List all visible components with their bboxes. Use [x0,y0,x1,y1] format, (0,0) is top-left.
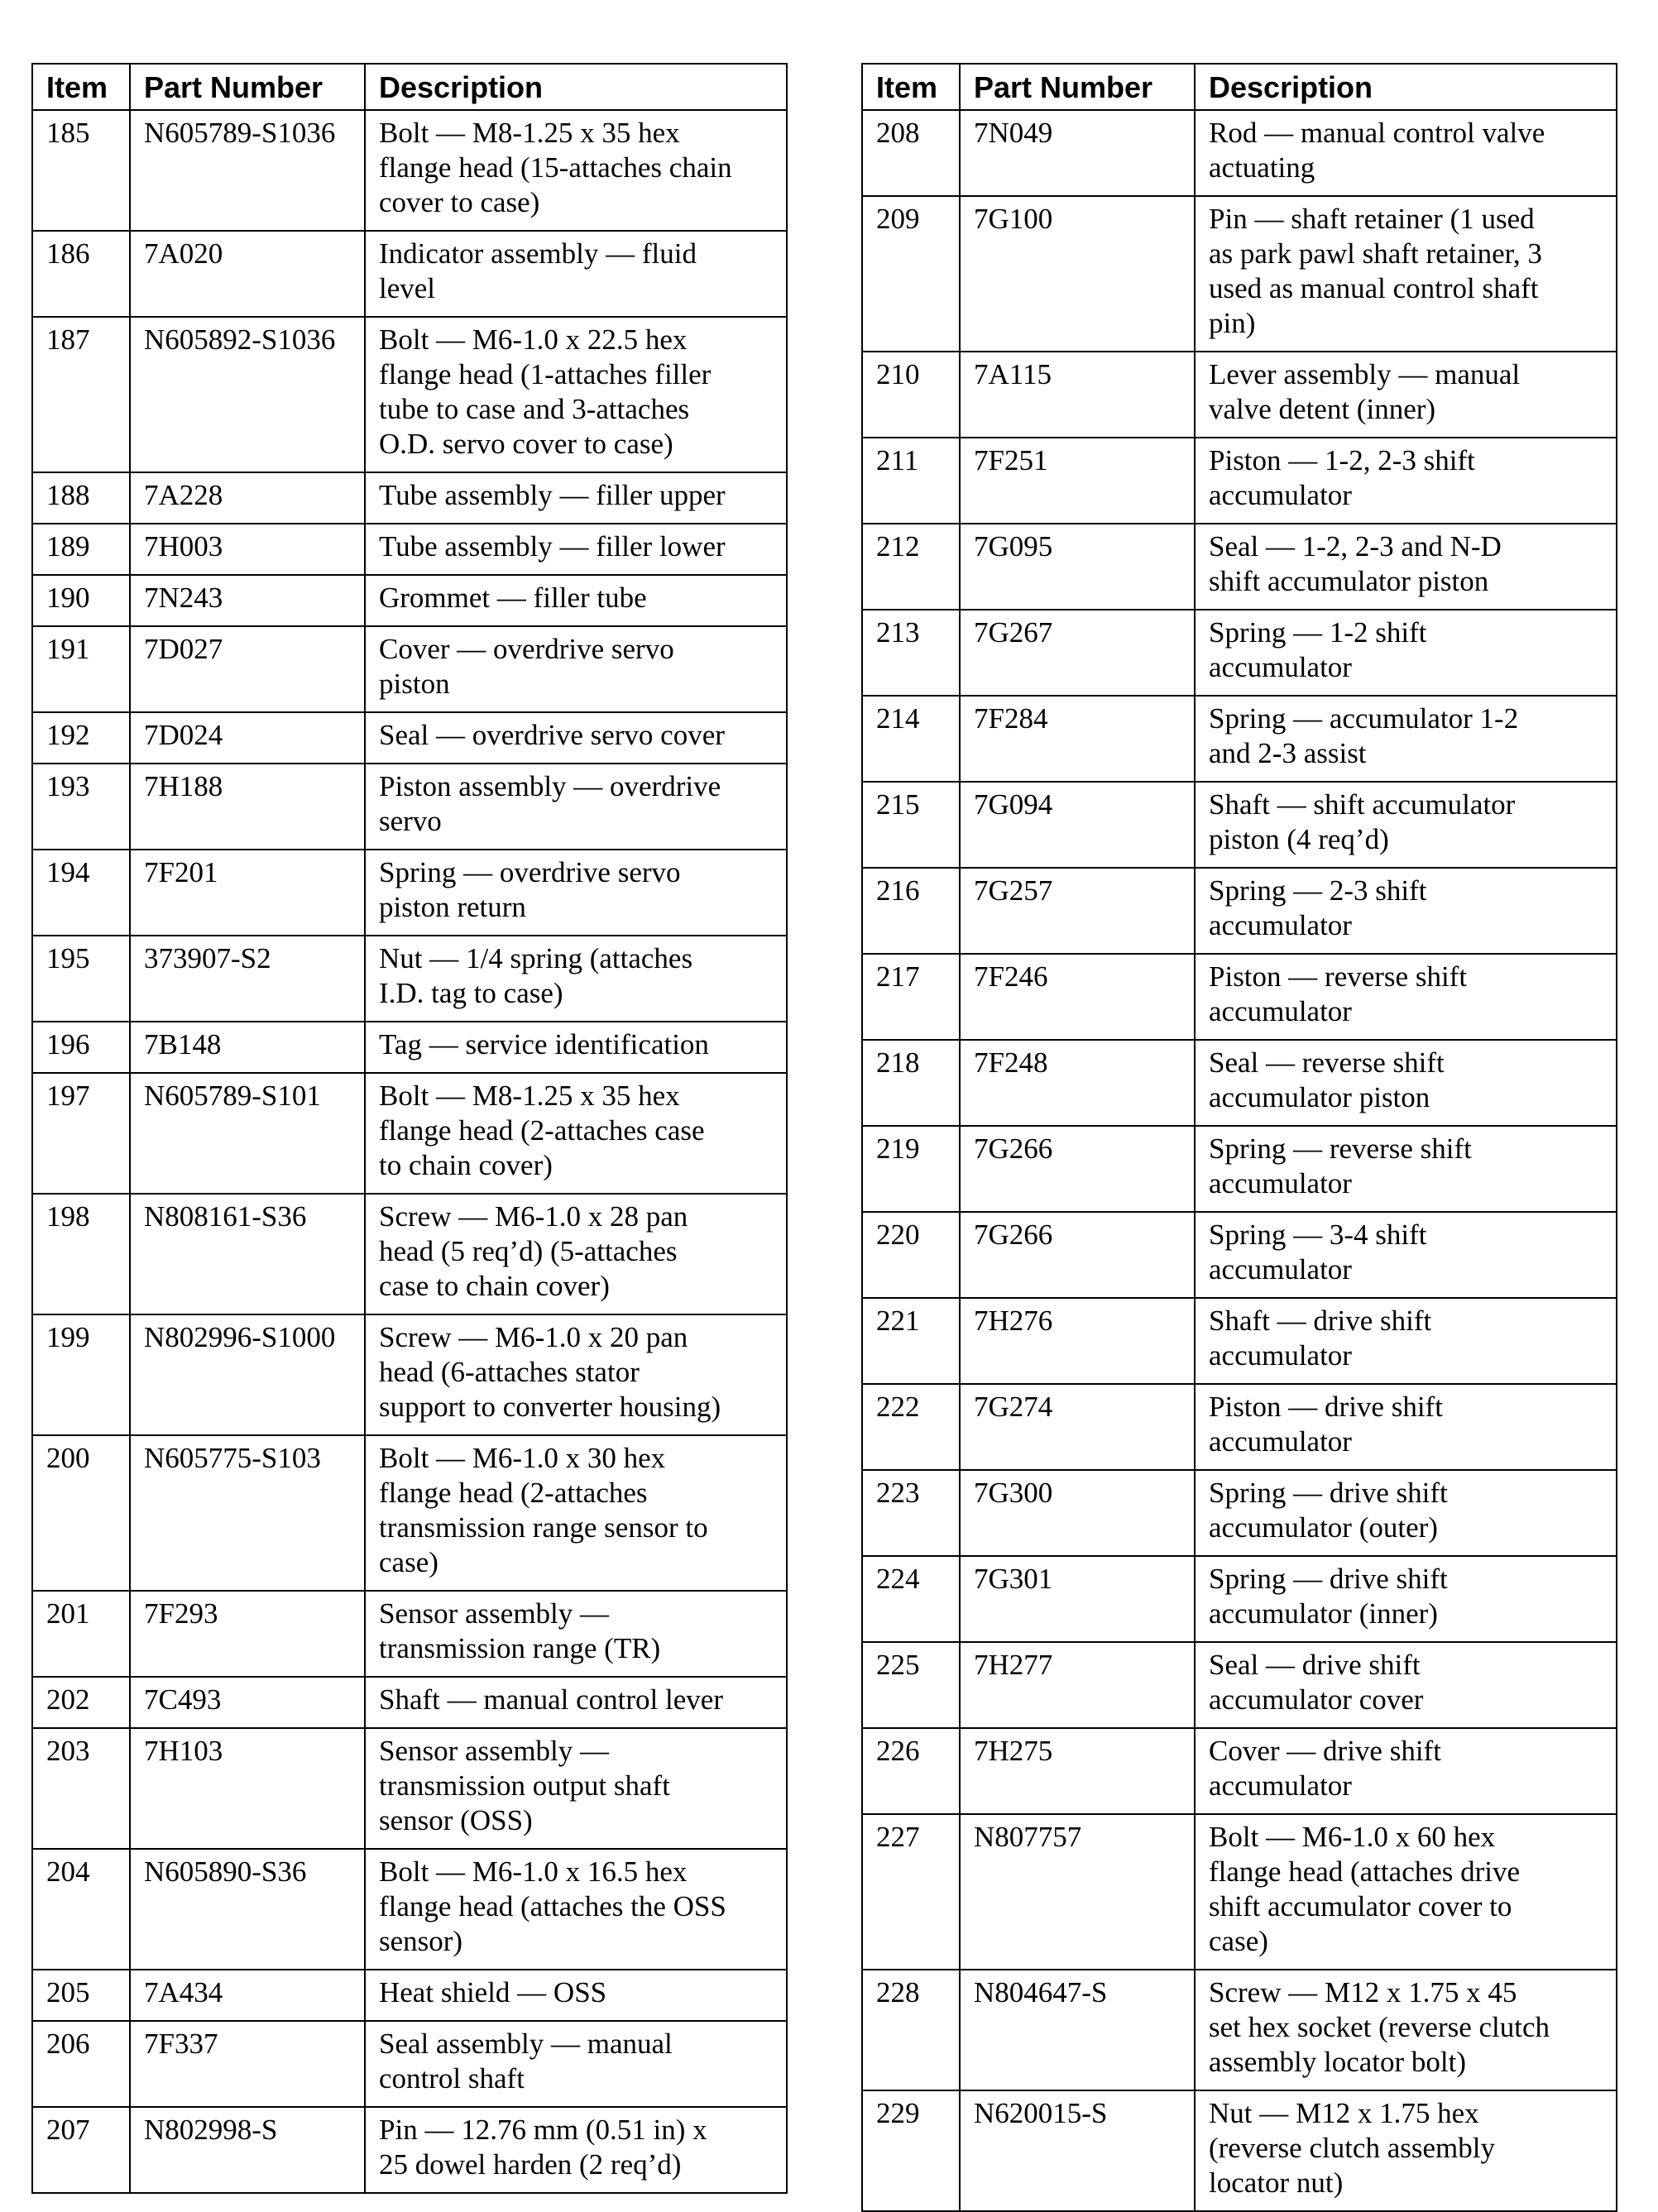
part-number-cell: N605892-S1036 [130,317,365,472]
table-row [32,524,787,575]
description-cell: Shaft — shift accumulator piston (4 req’d) [1195,782,1617,868]
table-row [32,1435,787,1591]
table-row [32,1728,787,1849]
table-row [32,1194,787,1314]
table-row [862,868,1617,954]
description-cell: Grommet — filler tube [365,575,787,626]
table-row [862,352,1617,438]
table-row [862,1212,1617,1298]
part-number-cell: 7A020 [130,231,365,317]
part-number-cell: 7F293 [130,1591,365,1677]
item-number-cell: 187 [32,317,130,472]
description-cell: Bolt — M8-1.25 x 35 hex flange head (15-attaches chain cover to case) [365,110,787,231]
description-cell: Screw — M6-1.0 x 20 pan head (6-attaches stator support to converter housing) [365,1314,787,1435]
description-cell: Seal — overdrive servo cover [365,712,787,764]
description-cell: Bolt — M8-1.25 x 35 hex flange head (2-attaches case to chain cover) [365,1073,787,1194]
part-number-cell: 7A115 [960,352,1195,438]
part-number-cell: 7D024 [130,712,365,764]
table-row [32,110,787,231]
part-number-cell: 7G266 [960,1126,1195,1212]
table-row [862,1298,1617,1384]
table-row [862,1642,1617,1728]
item-number-cell: 215 [862,782,960,868]
table-body-right [862,110,1617,2211]
part-number-cell: 7G094 [960,782,1195,868]
description-cell: Spring — accumulator 1-2 and 2-3 assist [1195,696,1617,782]
description-cell: Spring — drive shift accumulator (inner) [1195,1556,1617,1642]
item-number-cell: 202 [32,1677,130,1728]
table-row [862,1384,1617,1470]
item-number-cell: 217 [862,954,960,1040]
item-number-cell: 193 [32,764,130,850]
table-row [862,438,1617,524]
part-number-cell: N605890-S36 [130,1849,365,1970]
table-row [862,1728,1617,1814]
item-number-cell: 229 [862,2090,960,2211]
item-number-cell: 201 [32,1591,130,1677]
table-row [32,1677,787,1728]
item-number-cell: 206 [32,2021,130,2107]
description-cell: Bolt — M6-1.0 x 60 hex flange head (attaches drive shift accumulator cover to case) [1195,1814,1617,1970]
description-cell: Seal assembly — manual control shaft [365,2021,787,2107]
part-number-cell: N620015-S [960,2090,1195,2211]
description-cell: Piston — 1-2, 2-3 shift accumulator [1195,438,1617,524]
item-number-cell: 199 [32,1314,130,1435]
description-cell: Cover — drive shift accumulator [1195,1728,1617,1814]
item-number-cell: 209 [862,196,960,352]
header-description: Description [365,64,787,110]
part-number-cell: 7G100 [960,196,1195,352]
table-row [32,1022,787,1073]
item-number-cell: 220 [862,1212,960,1298]
item-number-cell: 196 [32,1022,130,1073]
part-number-cell: 7G300 [960,1470,1195,1556]
description-cell: Tag — service identification [365,1022,787,1073]
description-cell: Spring — overdrive servo piston return [365,850,787,936]
description-cell: Sensor assembly — transmission range (TR) [365,1591,787,1677]
table-row [32,936,787,1022]
description-cell: Bolt — M6-1.0 x 16.5 hex flange head (attaches the OSS sensor) [365,1849,787,1970]
table-row [862,782,1617,868]
description-cell: Screw — M12 x 1.75 x 45 set hex socket (reverse clutch assembly locator bolt) [1195,1970,1617,2090]
table-row [32,1591,787,1677]
description-cell: Shaft — drive shift accumulator [1195,1298,1617,1384]
part-number-cell: 7G301 [960,1556,1195,1642]
part-number-cell: 7A228 [130,472,365,524]
table-row [32,472,787,524]
table-row [862,1556,1617,1642]
part-number-cell: N605789-S1036 [130,110,365,231]
item-number-cell: 197 [32,1073,130,1194]
item-number-cell: 205 [32,1970,130,2021]
table-row [32,1073,787,1194]
table-row [32,850,787,936]
part-number-cell: 7H275 [960,1728,1195,1814]
part-number-cell: 7H188 [130,764,365,850]
part-number-cell: 7A434 [130,1970,365,2021]
description-cell: Spring — 3-4 shift accumulator [1195,1212,1617,1298]
description-cell: Piston — reverse shift accumulator [1195,954,1617,1040]
header-item: Item [862,64,960,110]
part-number-cell: 7F337 [130,2021,365,2107]
description-cell: Spring — reverse shift accumulator [1195,1126,1617,1212]
table-row [32,1314,787,1435]
description-cell: Shaft — manual control lever [365,1677,787,1728]
description-cell: Tube assembly — filler lower [365,524,787,575]
description-cell: Piston — drive shift accumulator [1195,1384,1617,1470]
table-body-left [32,110,787,2193]
table-row [862,1470,1617,1556]
item-number-cell: 203 [32,1728,130,1849]
item-number-cell: 212 [862,524,960,610]
part-number-cell: 7G257 [960,868,1195,954]
table-row [32,317,787,472]
part-number-cell: 373907-S2 [130,936,365,1022]
description-cell: Rod — manual control valve actuating [1195,110,1617,196]
description-cell: Pin — 12.76 mm (0.51 in) x 25 dowel harden (2 req’d) [365,2107,787,2193]
part-number-cell: N605789-S101 [130,1073,365,1194]
part-number-cell: N802996-S1000 [130,1314,365,1435]
part-number-cell: 7D027 [130,626,365,712]
description-cell: Seal — 1-2, 2-3 and N-D shift accumulator piston [1195,524,1617,610]
description-cell: Indicator assembly — fluid level [365,231,787,317]
description-cell: Spring — 2-3 shift accumulator [1195,868,1617,954]
item-number-cell: 188 [32,472,130,524]
table-row [862,1040,1617,1126]
item-number-cell: 211 [862,438,960,524]
table-row [862,954,1617,1040]
part-number-cell: 7F201 [130,850,365,936]
table-row [32,575,787,626]
part-number-cell: N807757 [960,1814,1195,1970]
part-number-cell: 7G267 [960,610,1195,696]
table-header-row [32,64,787,110]
table-row [862,610,1617,696]
part-number-cell: 7B148 [130,1022,365,1073]
description-cell: Lever assembly — manual valve detent (inner) [1195,352,1617,438]
header-description: Description [1195,64,1617,110]
part-number-cell: 7H003 [130,524,365,575]
item-number-cell: 207 [32,2107,130,2193]
table-row [32,1849,787,1970]
description-cell: Cover — overdrive servo piston [365,626,787,712]
item-number-cell: 192 [32,712,130,764]
header-item: Item [32,64,130,110]
item-number-cell: 227 [862,1814,960,1970]
description-cell: Nut — M12 x 1.75 hex (reverse clutch assembly locator nut) [1195,2090,1617,2211]
table-row [32,2021,787,2107]
part-number-cell: 7F246 [960,954,1195,1040]
description-cell: Heat shield — OSS [365,1970,787,2021]
item-number-cell: 210 [862,352,960,438]
description-cell: Bolt — M6-1.0 x 30 hex flange head (2-attaches transmission range sensor to case) [365,1435,787,1591]
part-number-cell: 7F248 [960,1040,1195,1126]
part-number-cell: N804647-S [960,1970,1195,2090]
part-number-cell: 7C493 [130,1677,365,1728]
item-number-cell: 214 [862,696,960,782]
item-number-cell: 218 [862,1040,960,1126]
part-number-cell: 7G095 [960,524,1195,610]
description-cell: Nut — 1/4 spring (attaches I.D. tag to case) [365,936,787,1022]
part-number-cell: 7F251 [960,438,1195,524]
item-number-cell: 200 [32,1435,130,1591]
header-part-number: Part Number [960,64,1195,110]
header-part-number: Part Number [130,64,365,110]
part-number-cell: N802998-S [130,2107,365,2193]
item-number-cell: 198 [32,1194,130,1314]
item-number-cell: 221 [862,1298,960,1384]
table-row [862,1814,1617,1970]
description-cell: Seal — reverse shift accumulator piston [1195,1040,1617,1126]
item-number-cell: 194 [32,850,130,936]
item-number-cell: 208 [862,110,960,196]
description-cell: Piston assembly — overdrive servo [365,764,787,850]
table-row [862,696,1617,782]
description-cell: Seal — drive shift accumulator cover [1195,1642,1617,1728]
part-number-cell: 7H277 [960,1642,1195,1728]
table-row [32,626,787,712]
table-row [32,764,787,850]
part-number-cell: 7H276 [960,1298,1195,1384]
description-cell: Pin — shaft retainer (1 used as park pawl shaft retainer, 3 used as manual control shaft pin) [1195,196,1617,352]
description-cell: Screw — M6-1.0 x 28 pan head (5 req’d) (5-attaches case to chain cover) [365,1194,787,1314]
table-row [862,2090,1617,2211]
item-number-cell: 185 [32,110,130,231]
part-number-cell: 7F284 [960,696,1195,782]
item-number-cell: 216 [862,868,960,954]
part-number-cell: N808161-S36 [130,1194,365,1314]
table-row [32,1970,787,2021]
table-row [862,524,1617,610]
item-number-cell: 225 [862,1642,960,1728]
part-number-cell: 7H103 [130,1728,365,1849]
item-number-cell: 213 [862,610,960,696]
table-row [32,2107,787,2193]
item-number-cell: 219 [862,1126,960,1212]
item-number-cell: 223 [862,1470,960,1556]
parts-table-left [31,63,788,2194]
part-number-cell: 7G274 [960,1384,1195,1470]
item-number-cell: 195 [32,936,130,1022]
table-row [862,196,1617,352]
item-number-cell: 224 [862,1556,960,1642]
description-cell: Spring — drive shift accumulator (outer) [1195,1470,1617,1556]
part-number-cell: 7N243 [130,575,365,626]
part-number-cell: 7G266 [960,1212,1195,1298]
item-number-cell: 204 [32,1849,130,1970]
part-number-cell: 7N049 [960,110,1195,196]
parts-table-right [861,63,1617,2212]
table-header-row [862,64,1617,110]
item-number-cell: 186 [32,231,130,317]
description-cell: Bolt — M6-1.0 x 22.5 hex flange head (1-attaches filler tube to case and 3-attaches O.D. servo cover to case) [365,317,787,472]
item-number-cell: 189 [32,524,130,575]
item-number-cell: 226 [862,1728,960,1814]
table-row [32,712,787,764]
table-row [862,110,1617,196]
part-number-cell: N605775-S103 [130,1435,365,1591]
item-number-cell: 190 [32,575,130,626]
description-cell: Spring — 1-2 shift accumulator [1195,610,1617,696]
description-cell: Sensor assembly — transmission output shaft sensor (OSS) [365,1728,787,1849]
item-number-cell: 222 [862,1384,960,1470]
table-row [32,231,787,317]
table-row [862,1126,1617,1212]
item-number-cell: 191 [32,626,130,712]
table-row [862,1970,1617,2090]
item-number-cell: 228 [862,1970,960,2090]
description-cell: Tube assembly — filler upper [365,472,787,524]
